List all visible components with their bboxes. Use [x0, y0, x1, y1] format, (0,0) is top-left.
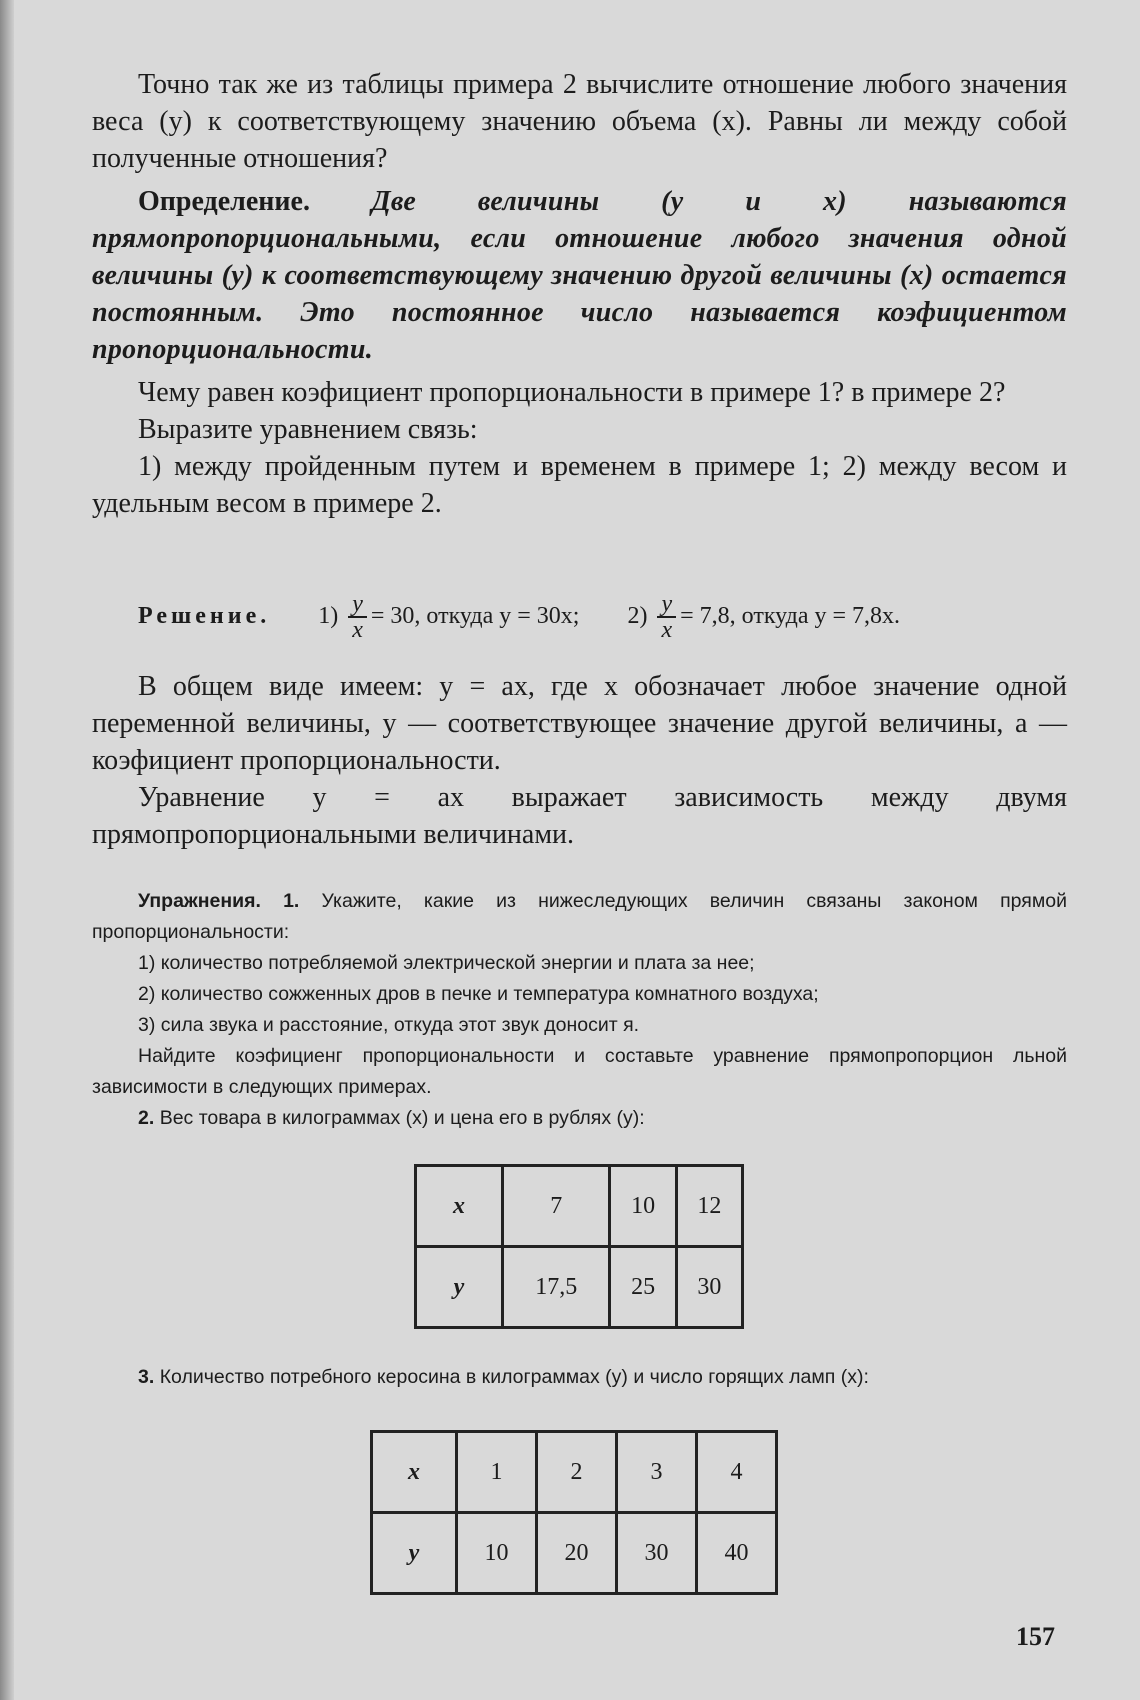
- table-row: x 1 2 3 4: [372, 1432, 777, 1513]
- table-exercise-3: [370, 1430, 778, 1595]
- fraction-y-over-x-1: $\frac{y}{x}$: [348, 592, 367, 642]
- equation-paragraph: Уравнение y = ax выражает зависимость между двумя прямопропорциональными величинами.: [92, 782, 1067, 850]
- exercise-2-text: 2. Вес товара в килограммах (x) и цена его в рублях (y):: [138, 1107, 645, 1129]
- exercise-1-item-3: 3) сила звука и расстояние, откуда этот звук доносит я.: [138, 1014, 640, 1036]
- solution-label: Решение.: [138, 603, 271, 629]
- definition-text: Две величины (y и x) называются прямопропорциональными, если отношение любого значения одной величины (y) к соответствующему значению другой величины (x) остается постоянным. Это постоянное число называется коэфициентом пропорциональности.: [92, 186, 1067, 365]
- table-row: y 10 20 30 40: [372, 1513, 777, 1594]
- solution-part1-num: 1): [318, 603, 339, 629]
- fraction-y-over-x-2: $\frac{y}{x}$: [657, 592, 676, 642]
- definition-paragraph: [92, 183, 1067, 368]
- table-row: y 17,5 25 30: [416, 1247, 743, 1328]
- solution-line: [138, 592, 1068, 642]
- express-prompt: Выразите уравнением связь:: [138, 414, 478, 445]
- table-row: x 7 10 12: [416, 1166, 743, 1247]
- exercise-task: Найдите коэфициенг пропорциональности и составьте уравнение прямопропорцион льной зависимости в следующих примерах.: [92, 1045, 1067, 1098]
- main-text: [92, 66, 1067, 522]
- solution-part1-text: = 30, откуда y = 30x;: [370, 603, 580, 629]
- solution-part2-num: 2): [627, 603, 648, 629]
- general-text: [92, 668, 1067, 853]
- paragraph-ratio-question: Точно так же из таблицы примера 2 вычислите отношение любого значения веса (y) к соответствующему значению объема (x). Равны ли между собой полученные отношения?: [92, 69, 1067, 174]
- solution-part2-text: = 7,8, откуда y = 7,8x.: [680, 603, 901, 629]
- exercises-section: [92, 886, 1067, 1134]
- general-form-paragraph: В общем виде имеем: y = ax, где x обозначает любое значение одной переменной величины, y — соответствующее значение другой величины, a — коэфициент пропорциональности.: [92, 671, 1067, 776]
- exercise-1-item-2: 2) количество сожженных дров в печке и температура комнатного воздуха;: [138, 983, 819, 1005]
- definition-label: Определение.: [138, 186, 310, 217]
- page-number: 157: [1016, 1622, 1055, 1651]
- exercise-1-intro: Упражнения. 1. Укажите, какие из нижеследующих величин связаны законом прямой пропорциональности:: [92, 890, 1067, 943]
- express-items: 1) между пройденным путем и временем в примере 1; 2) между весом и удельным весом в примере 2.: [92, 451, 1067, 519]
- table-exercise-2: [414, 1164, 744, 1329]
- exercise-3-section: [92, 1362, 1067, 1393]
- page-binding-edge: [0, 0, 14, 1700]
- coefficient-question: Чему равен коэфициент пропорциональности в примере 1? в примере 2?: [138, 377, 1006, 408]
- exercise-3-text: 3. Количество потребного керосина в килограммах (y) и число горящих ламп (x):: [138, 1366, 869, 1388]
- exercises-label: Упражнения. 1.: [138, 890, 300, 912]
- exercise-1-item-1: 1) количество потребляемой электрической энергии и плата за нее;: [138, 952, 755, 974]
